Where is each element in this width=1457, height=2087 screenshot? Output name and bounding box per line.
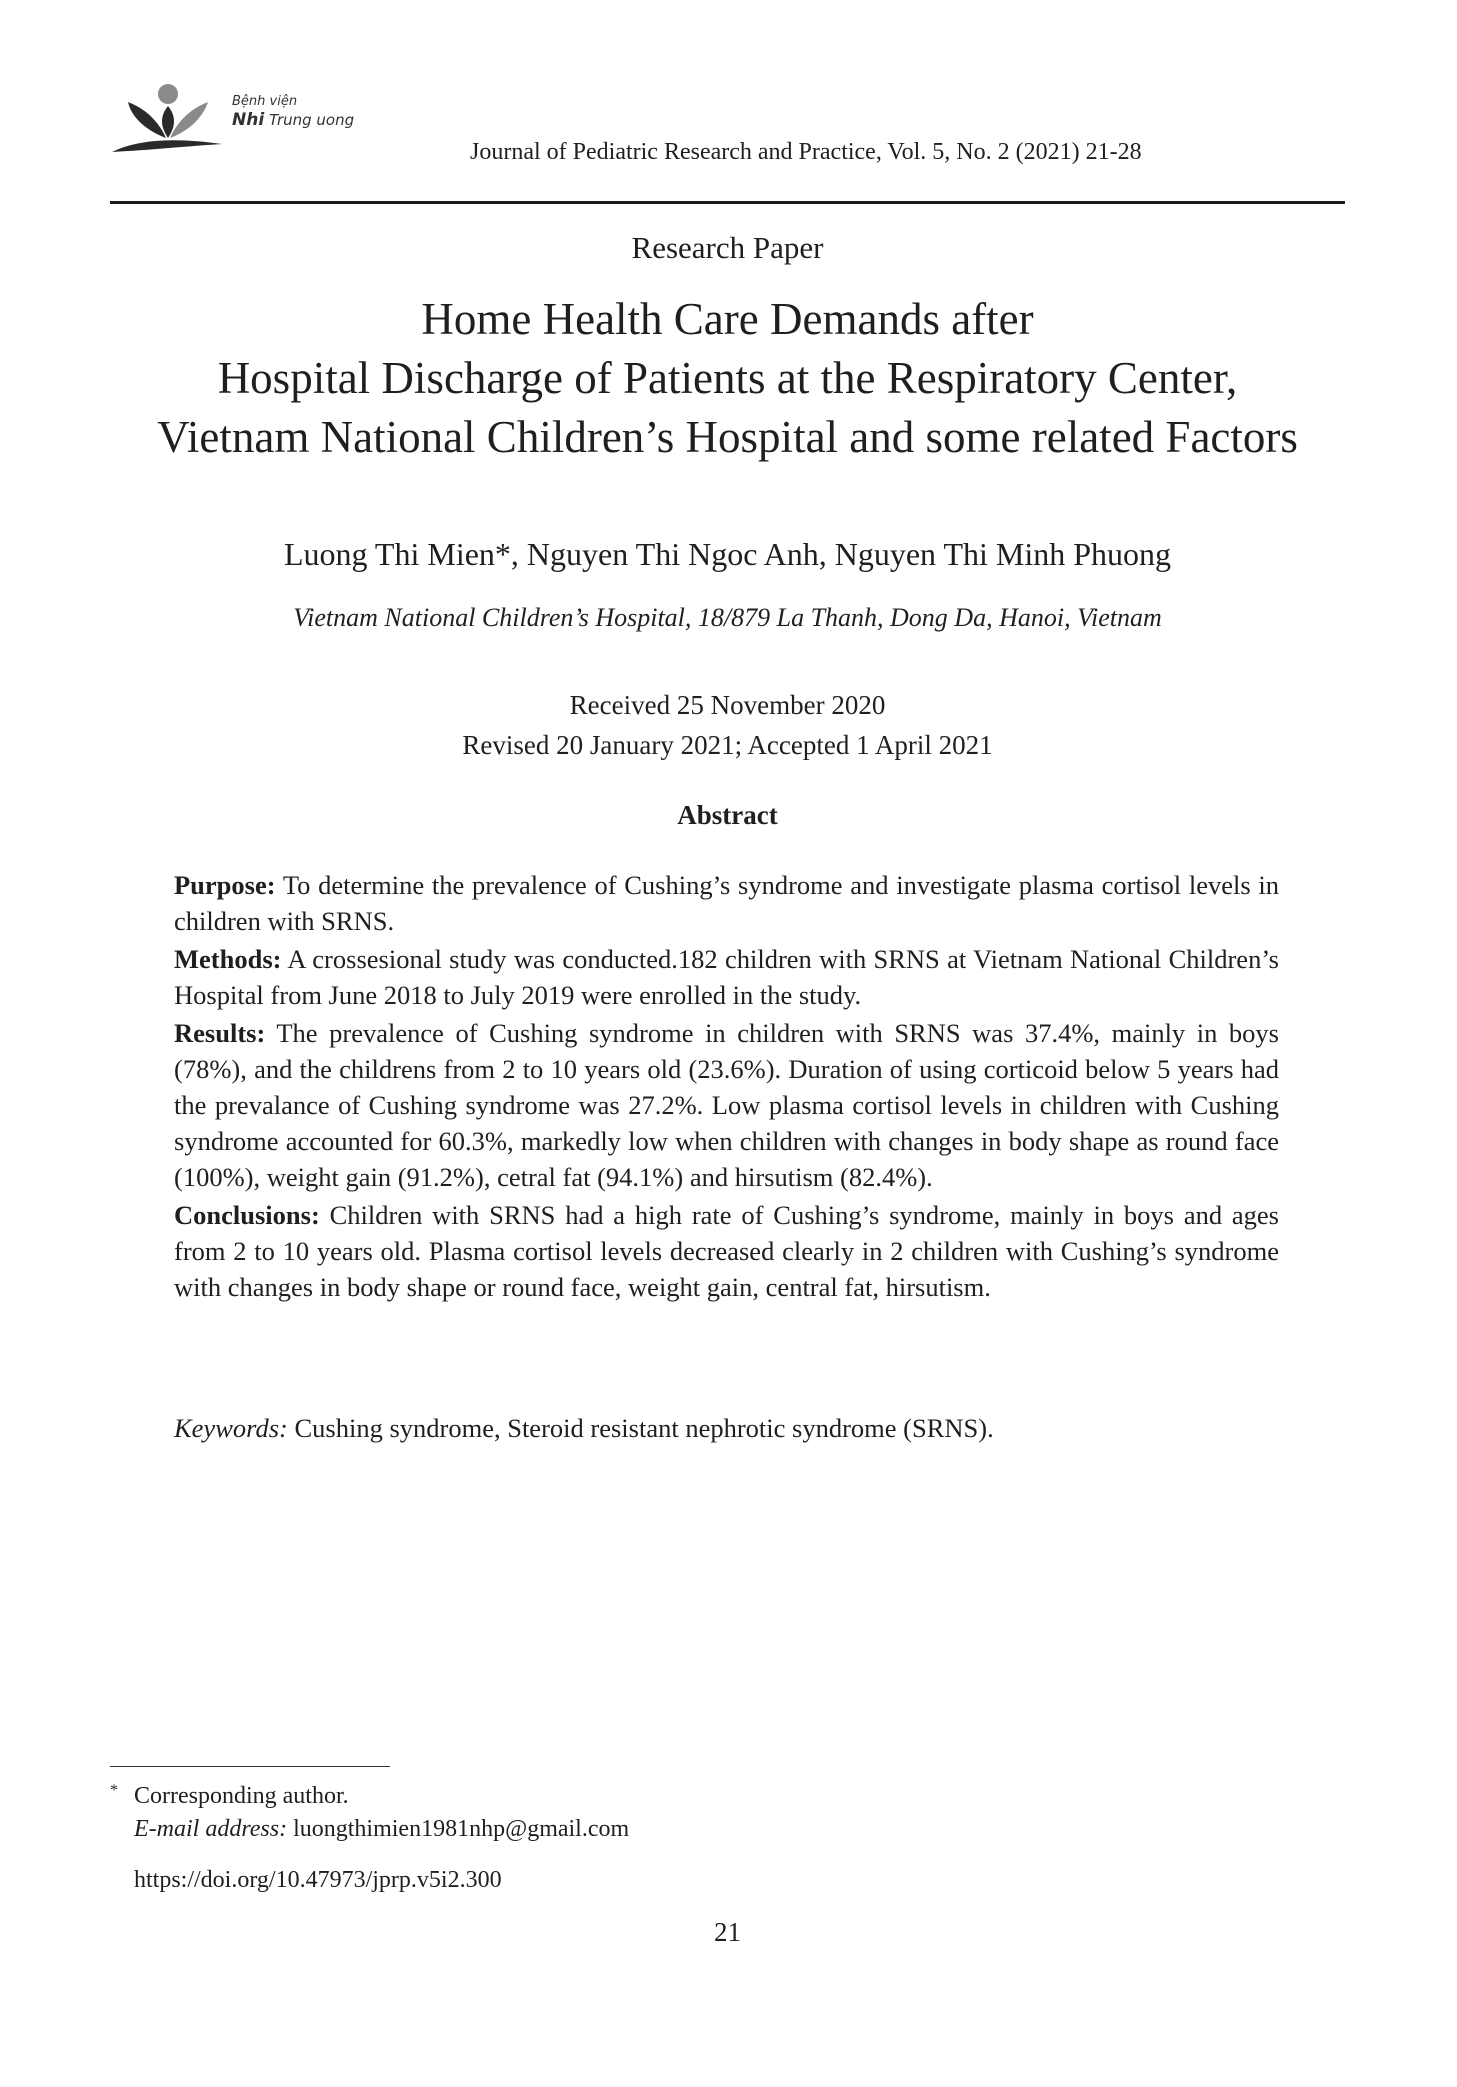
footnote-marker: * <box>110 1782 118 1799</box>
page-number: 21 <box>714 1917 741 1947</box>
purpose-text: To determine the prevalence of Cushing’s syndrome and investigate plasma cortisol levels in children with SRNS. <box>174 870 1279 936</box>
email-address[interactable]: luongthimien1981nhp@gmail.com <box>287 1816 630 1842</box>
logo-wordmark <box>232 94 354 130</box>
header-divider <box>110 201 1345 204</box>
journal-citation: Journal of Pediatric Research and Practice, Vol. 5, No. 2 (2021) 21-28 <box>470 139 1142 165</box>
paper-type: Research Paper <box>631 230 824 265</box>
title-line: Home Health Care Demands after <box>421 294 1034 344</box>
abstract-purpose <box>174 867 1279 939</box>
logo-line-2 <box>232 110 354 130</box>
logo-line-1: Bệnh viện <box>232 94 298 109</box>
purpose-label: Purpose: <box>174 870 276 900</box>
methods-label: Methods: <box>174 944 282 974</box>
received-date: Received 25 November 2020 <box>569 690 886 720</box>
conclusions-label: Conclusions: <box>174 1200 320 1230</box>
footnote <box>110 1780 629 1846</box>
results-label: Results: <box>174 1018 266 1048</box>
abstract-results <box>174 1015 1279 1195</box>
email-label: E-mail address: <box>134 1816 288 1842</box>
author-list: Luong Thi Mien*, Nguyen Thi Ngoc Anh, Nguyen Thi Minh Phuong <box>283 536 1172 572</box>
conclusions-text: Children with SRNS had a high rate of Cushing’s syndrome, mainly in boys and ages from 2 to 10 years old. Plasma cortisol levels decreased clearly in 2 children with Cushing’s syndrome with changes in body shape or round face, weight gain, central fat, hirsutism. <box>174 1200 1279 1302</box>
lotus-logo-icon <box>110 80 230 160</box>
hospital-logo <box>110 80 370 160</box>
email-line <box>110 1813 629 1846</box>
keywords-text: Cushing syndrome, Steroid resistant nephrotic syndrome (SRNS). <box>287 1413 994 1443</box>
keywords-label: Keywords: <box>174 1413 288 1443</box>
paper-title <box>110 290 1345 467</box>
methods-text: A crossesional study was conducted.182 children with SRNS at Vietnam National Children’s Hospital from June 2018 to July 2019 were enrolled in the study. <box>174 944 1279 1010</box>
abstract-body <box>174 867 1279 1307</box>
abstract-conclusions <box>174 1197 1279 1305</box>
logo-line-2-bold: Nhi <box>232 109 265 130</box>
footnote-divider <box>110 1766 390 1767</box>
corresponding-author-note: Corresponding author. <box>134 1783 349 1809</box>
abstract-methods <box>174 941 1279 1013</box>
keywords <box>174 1413 1279 1444</box>
logo-line-2-rest: Trung uong <box>264 110 355 129</box>
results-text: The prevalence of Cushing syndrome in children with SRNS was 37.4%, mainly in boys (78%), and the childrens from 2 to 10 years old (23.6%). Duration of using corticoid below 5 years had the prevalance of Cushing syndrome was 27.2%. Low plasma cortisol levels in children with Cushing syndrome accounted for 60.3%, markedly low when children with changes in body shape as round face (100%), weight gain (91.2%), cetral fat (94.1%) and hirsutism (82.4%). <box>174 1018 1279 1192</box>
affiliation: Vietnam National Children’s Hospital, 18/879 La Thanh, Dong Da, Hanoi, Vietnam <box>293 603 1162 632</box>
article-dates <box>110 685 1345 765</box>
revised-accepted-date: Revised 20 January 2021; Accepted 1 April 2021 <box>462 730 993 760</box>
abstract-heading: Abstract <box>677 800 778 830</box>
title-line: Vietnam National Children’s Hospital and some related Factors <box>157 412 1298 462</box>
title-line: Hospital Discharge of Patients at the Respiratory Center, <box>217 353 1238 403</box>
doi-link[interactable]: https://doi.org/10.47973/jprp.v5i2.300 <box>134 1867 502 1893</box>
